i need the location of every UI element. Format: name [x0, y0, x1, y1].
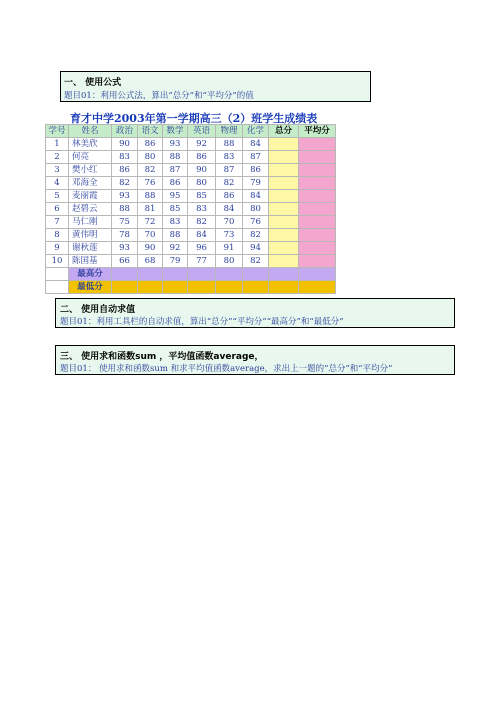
max-cell[interactable]: [138, 268, 163, 281]
cell-chinese[interactable]: 82: [138, 164, 163, 177]
cell-physics[interactable]: 87: [216, 164, 243, 177]
cell-physics[interactable]: 70: [216, 216, 243, 229]
min-cell[interactable]: [269, 281, 299, 294]
cell-english[interactable]: 90: [188, 164, 216, 177]
cell-politics[interactable]: 93: [112, 242, 138, 255]
cell-physics[interactable]: 91: [216, 242, 243, 255]
min-cell[interactable]: [299, 281, 336, 294]
header-politics[interactable]: 政治: [112, 125, 138, 138]
max-cell[interactable]: [112, 268, 138, 281]
cell-total[interactable]: [269, 255, 299, 268]
cell-chemistry[interactable]: 84: [243, 138, 269, 151]
max-cell[interactable]: [299, 268, 336, 281]
cell-english[interactable]: 92: [188, 138, 216, 151]
cell-english[interactable]: 80: [188, 177, 216, 190]
cell-english[interactable]: 84: [188, 229, 216, 242]
cell-chinese[interactable]: 90: [138, 242, 163, 255]
header-name[interactable]: 姓名: [69, 125, 112, 138]
cell-id[interactable]: 10: [46, 255, 69, 268]
cell-chemistry[interactable]: 84: [243, 190, 269, 203]
cell-id[interactable]: 8: [46, 229, 69, 242]
cell-politics[interactable]: 66: [112, 255, 138, 268]
min-row: [46, 281, 336, 294]
header-chinese[interactable]: 语文: [138, 125, 163, 138]
cell-english[interactable]: 96: [188, 242, 216, 255]
table-row: [46, 164, 336, 177]
cell-politics[interactable]: 78: [112, 229, 138, 242]
cell-id[interactable]: 7: [46, 216, 69, 229]
cell-average[interactable]: [299, 151, 336, 164]
cell-math[interactable]: 86: [163, 177, 188, 190]
cell-chemistry[interactable]: 86: [243, 164, 269, 177]
header-row: [46, 125, 336, 138]
section2-box: [55, 298, 455, 328]
cell-chinese[interactable]: 68: [138, 255, 163, 268]
cell-chemistry[interactable]: 82: [243, 255, 269, 268]
cell-chemistry[interactable]: 79: [243, 177, 269, 190]
section1-description: 题目01：利用公式法，算出“总分”和“平均分”的值: [64, 91, 254, 101]
section3-box: [55, 345, 455, 375]
cell-id[interactable]: 2: [46, 151, 69, 164]
cell-average[interactable]: [299, 216, 336, 229]
cell-english[interactable]: 86: [188, 151, 216, 164]
cell-name[interactable]: 马仁刚: [69, 216, 112, 229]
header-physics[interactable]: 物理: [216, 125, 243, 138]
max-cell[interactable]: [163, 268, 188, 281]
cell-average[interactable]: [299, 242, 336, 255]
table-row: [46, 203, 336, 216]
cell-average[interactable]: [299, 255, 336, 268]
cell-math[interactable]: 87: [163, 164, 188, 177]
table-row: [46, 138, 336, 151]
cell-math[interactable]: 85: [163, 203, 188, 216]
cell-chinese[interactable]: 70: [138, 229, 163, 242]
cell-total[interactable]: [269, 216, 299, 229]
max-label[interactable]: 最高分: [69, 268, 112, 281]
max-cell[interactable]: [216, 268, 243, 281]
cell-math[interactable]: 95: [163, 190, 188, 203]
cell-id[interactable]: 6: [46, 203, 69, 216]
cell-chinese[interactable]: 86: [138, 138, 163, 151]
cell-math[interactable]: 79: [163, 255, 188, 268]
cell-chinese[interactable]: 80: [138, 151, 163, 164]
cell-name[interactable]: 陈国基: [69, 255, 112, 268]
cell-math[interactable]: 83: [163, 216, 188, 229]
cell-id[interactable]: 4: [46, 177, 69, 190]
min-cell[interactable]: [188, 281, 216, 294]
cell-name[interactable]: 黄伟明: [69, 229, 112, 242]
cell-chemistry[interactable]: 94: [243, 242, 269, 255]
max-cell[interactable]: [188, 268, 216, 281]
section1-box: [60, 71, 371, 102]
table-row: [46, 190, 336, 203]
cell-id[interactable]: 9: [46, 242, 69, 255]
cell-name[interactable]: 何亮: [69, 151, 112, 164]
cell-english[interactable]: 82: [188, 216, 216, 229]
cell-name[interactable]: 赵碧云: [69, 203, 112, 216]
cell-average[interactable]: [299, 203, 336, 216]
cell-physics[interactable]: 82: [216, 177, 243, 190]
cell-politics[interactable]: 88: [112, 203, 138, 216]
table-row: [46, 229, 336, 242]
cell-politics[interactable]: 75: [112, 216, 138, 229]
cell-average[interactable]: [299, 190, 336, 203]
header-id[interactable]: 学号: [46, 125, 69, 138]
cell-name[interactable]: 樊小红: [69, 164, 112, 177]
cell-total[interactable]: [269, 203, 299, 216]
cell-politics[interactable]: 83: [112, 151, 138, 164]
section1-heading: 一、 使用公式: [64, 78, 122, 88]
cell-chinese[interactable]: 76: [138, 177, 163, 190]
score-table: [45, 124, 336, 294]
table-row: [46, 177, 336, 190]
min-cell[interactable]: [243, 281, 269, 294]
cell-average[interactable]: [299, 177, 336, 190]
cell-politics[interactable]: 93: [112, 190, 138, 203]
cell-total[interactable]: [269, 242, 299, 255]
cell-name[interactable]: 谢秋莲: [69, 242, 112, 255]
cell-physics[interactable]: 84: [216, 203, 243, 216]
table-row: [46, 255, 336, 268]
header-average[interactable]: 平均分: [299, 125, 336, 138]
max-cell[interactable]: [243, 268, 269, 281]
cell-politics[interactable]: 86: [112, 164, 138, 177]
cell-chemistry[interactable]: 76: [243, 216, 269, 229]
table-title: 育才中学2003年第一学期高三（2）班学生成绩表: [70, 112, 318, 125]
cell-chemistry[interactable]: 82: [243, 229, 269, 242]
min-row-blank[interactable]: [46, 281, 69, 294]
cell-average[interactable]: [299, 164, 336, 177]
cell-average[interactable]: [299, 229, 336, 242]
section2-heading: 二、 使用自动求值: [60, 305, 136, 315]
cell-math[interactable]: 88: [163, 229, 188, 242]
cell-physics[interactable]: 83: [216, 151, 243, 164]
table-row: [46, 216, 336, 229]
cell-total[interactable]: [269, 151, 299, 164]
cell-english[interactable]: 77: [188, 255, 216, 268]
cell-total[interactable]: [269, 177, 299, 190]
cell-physics[interactable]: 86: [216, 190, 243, 203]
cell-name[interactable]: 林美欣: [69, 138, 112, 151]
section2-description: 题目01：利用工具栏的自动求值，算出“总分”“平均分”“最高分”和“最低分”: [60, 317, 344, 327]
min-label[interactable]: 最低分: [69, 281, 112, 294]
cell-name[interactable]: 麦丽霞: [69, 190, 112, 203]
cell-average[interactable]: [299, 138, 336, 151]
cell-id[interactable]: 3: [46, 164, 69, 177]
section3-description: 题目01： 使用求和函数sum 和求平均值函数average，求出上一题的“总分”和“平均分”: [60, 364, 393, 374]
max-cell[interactable]: [269, 268, 299, 281]
section3-heading: 三、 使用求和函数sum ，平均值函数average，: [60, 352, 264, 362]
cell-physics[interactable]: 88: [216, 138, 243, 151]
min-cell[interactable]: [112, 281, 138, 294]
min-cell[interactable]: [216, 281, 243, 294]
header-math[interactable]: 数学: [163, 125, 188, 138]
cell-math[interactable]: 93: [163, 138, 188, 151]
max-row: [46, 268, 336, 281]
cell-chemistry[interactable]: 87: [243, 151, 269, 164]
max-row-blank[interactable]: [46, 268, 69, 281]
min-cell[interactable]: [163, 281, 188, 294]
header-total[interactable]: 总分: [269, 125, 299, 138]
table-row: [46, 242, 336, 255]
header-english[interactable]: 英语: [188, 125, 216, 138]
cell-english[interactable]: 85: [188, 190, 216, 203]
cell-math[interactable]: 92: [163, 242, 188, 255]
cell-english[interactable]: 83: [188, 203, 216, 216]
cell-physics[interactable]: 73: [216, 229, 243, 242]
cell-math[interactable]: 88: [163, 151, 188, 164]
cell-chinese[interactable]: 88: [138, 190, 163, 203]
cell-politics[interactable]: 82: [112, 177, 138, 190]
cell-total[interactable]: [269, 138, 299, 151]
cell-total[interactable]: [269, 190, 299, 203]
min-cell[interactable]: [138, 281, 163, 294]
cell-chemistry[interactable]: 80: [243, 203, 269, 216]
cell-total[interactable]: [269, 164, 299, 177]
cell-id[interactable]: 5: [46, 190, 69, 203]
header-chemistry[interactable]: 化学: [243, 125, 269, 138]
cell-total[interactable]: [269, 229, 299, 242]
cell-name[interactable]: 邓海全: [69, 177, 112, 190]
cell-politics[interactable]: 90: [112, 138, 138, 151]
cell-chinese[interactable]: 81: [138, 203, 163, 216]
table-row: [46, 151, 336, 164]
cell-chinese[interactable]: 72: [138, 216, 163, 229]
cell-id[interactable]: 1: [46, 138, 69, 151]
cell-physics[interactable]: 80: [216, 255, 243, 268]
